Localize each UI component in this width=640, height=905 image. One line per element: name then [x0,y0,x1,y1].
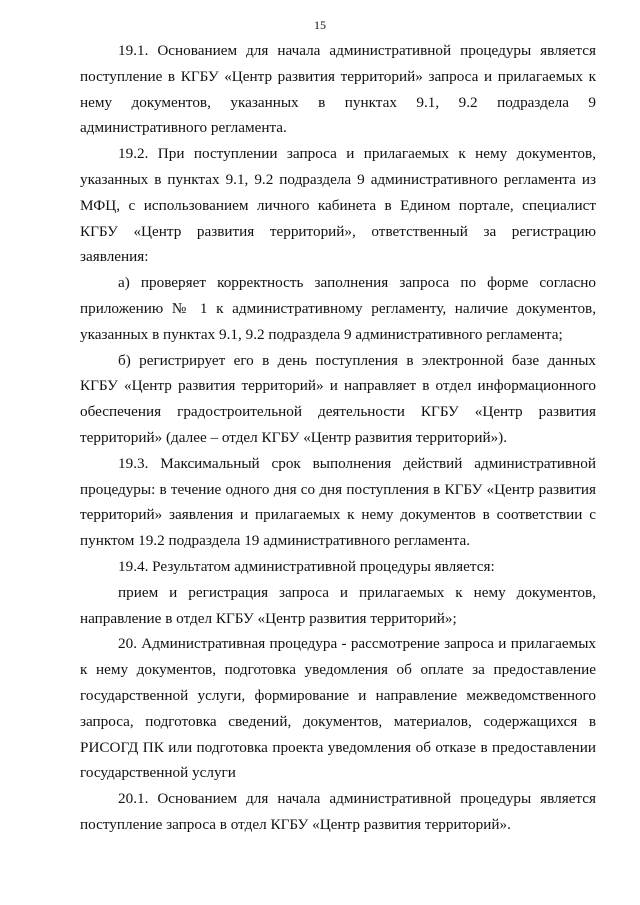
paragraph-19-2-a: а) проверяет корректность заполнения запроса по форме согласно приложению № 1 к административному регламенту, наличие документов, указанных в пунктах 9.1, 9.2 подраздела 9 административного регламента; [80,274,596,343]
paragraph-20-1: 20.1. Основанием для начала административной процедуры является поступление запроса в отдел КГБУ «Центр развития территорий». [80,790,596,833]
paragraph-19-2: 19.2. При поступлении запроса и прилагаемых к нему документов, указанных в пунктах 9.1, 9.2 подраздела 9 административного регламента из МФЦ, с использованием личного кабинета в Едином портале, специалист КГБУ «Центр развития территорий», ответственный за регистрацию заявления: [80,145,596,266]
paragraph-19-2-b: б) регистрирует его в день поступления в электронной базе данных КГБУ «Центр развития территорий» и направляет в отдел информационного обеспечения градостроительной деятельности КГБУ «Центр развития территорий» (далее – отдел КГБУ «Центр развития территорий»). [80,351,596,446]
paragraph-19-3: 19.3. Максимальный срок выполнения действий административной процедуры: в течение одного дня со дня поступления в КГБУ «Центр развития территорий» заявления и прилагаемых к нему документов в соответствии с пунктом 19.2 подраздела 19 административного регламента. [80,454,596,550]
page-number: 15 [314,18,326,32]
paragraph-20: 20. Административная процедура - рассмотрение запроса и прилагаемых к нему документов, подготовка уведомления об оплате за предоставление государственной услуги, формирование и направление межведомственного запроса, подготовка сведений, документов, материалов, содержащихся в РИСОГД ПК или подготовка проекта уведомления об отказе в предоставлении государственной услуги [80,635,596,782]
paragraph-19-1: 19.1. Основанием для начала административной процедуры является поступление в КГБУ «Центр развития территорий» запроса и прилагаемых к нему документов, указанных в пунктах 9.1, 9.2 подраздела 9 административного регламента. [80,42,596,137]
document-body [80,38,596,838]
paragraph-19-4: 19.4. Результатом административной процедуры является: [118,557,495,575]
paragraph-19-4-result: прием и регистрация запроса и прилагаемых к нему документов, направление в отдел КГБУ «Центр развития территорий»; [80,583,596,627]
